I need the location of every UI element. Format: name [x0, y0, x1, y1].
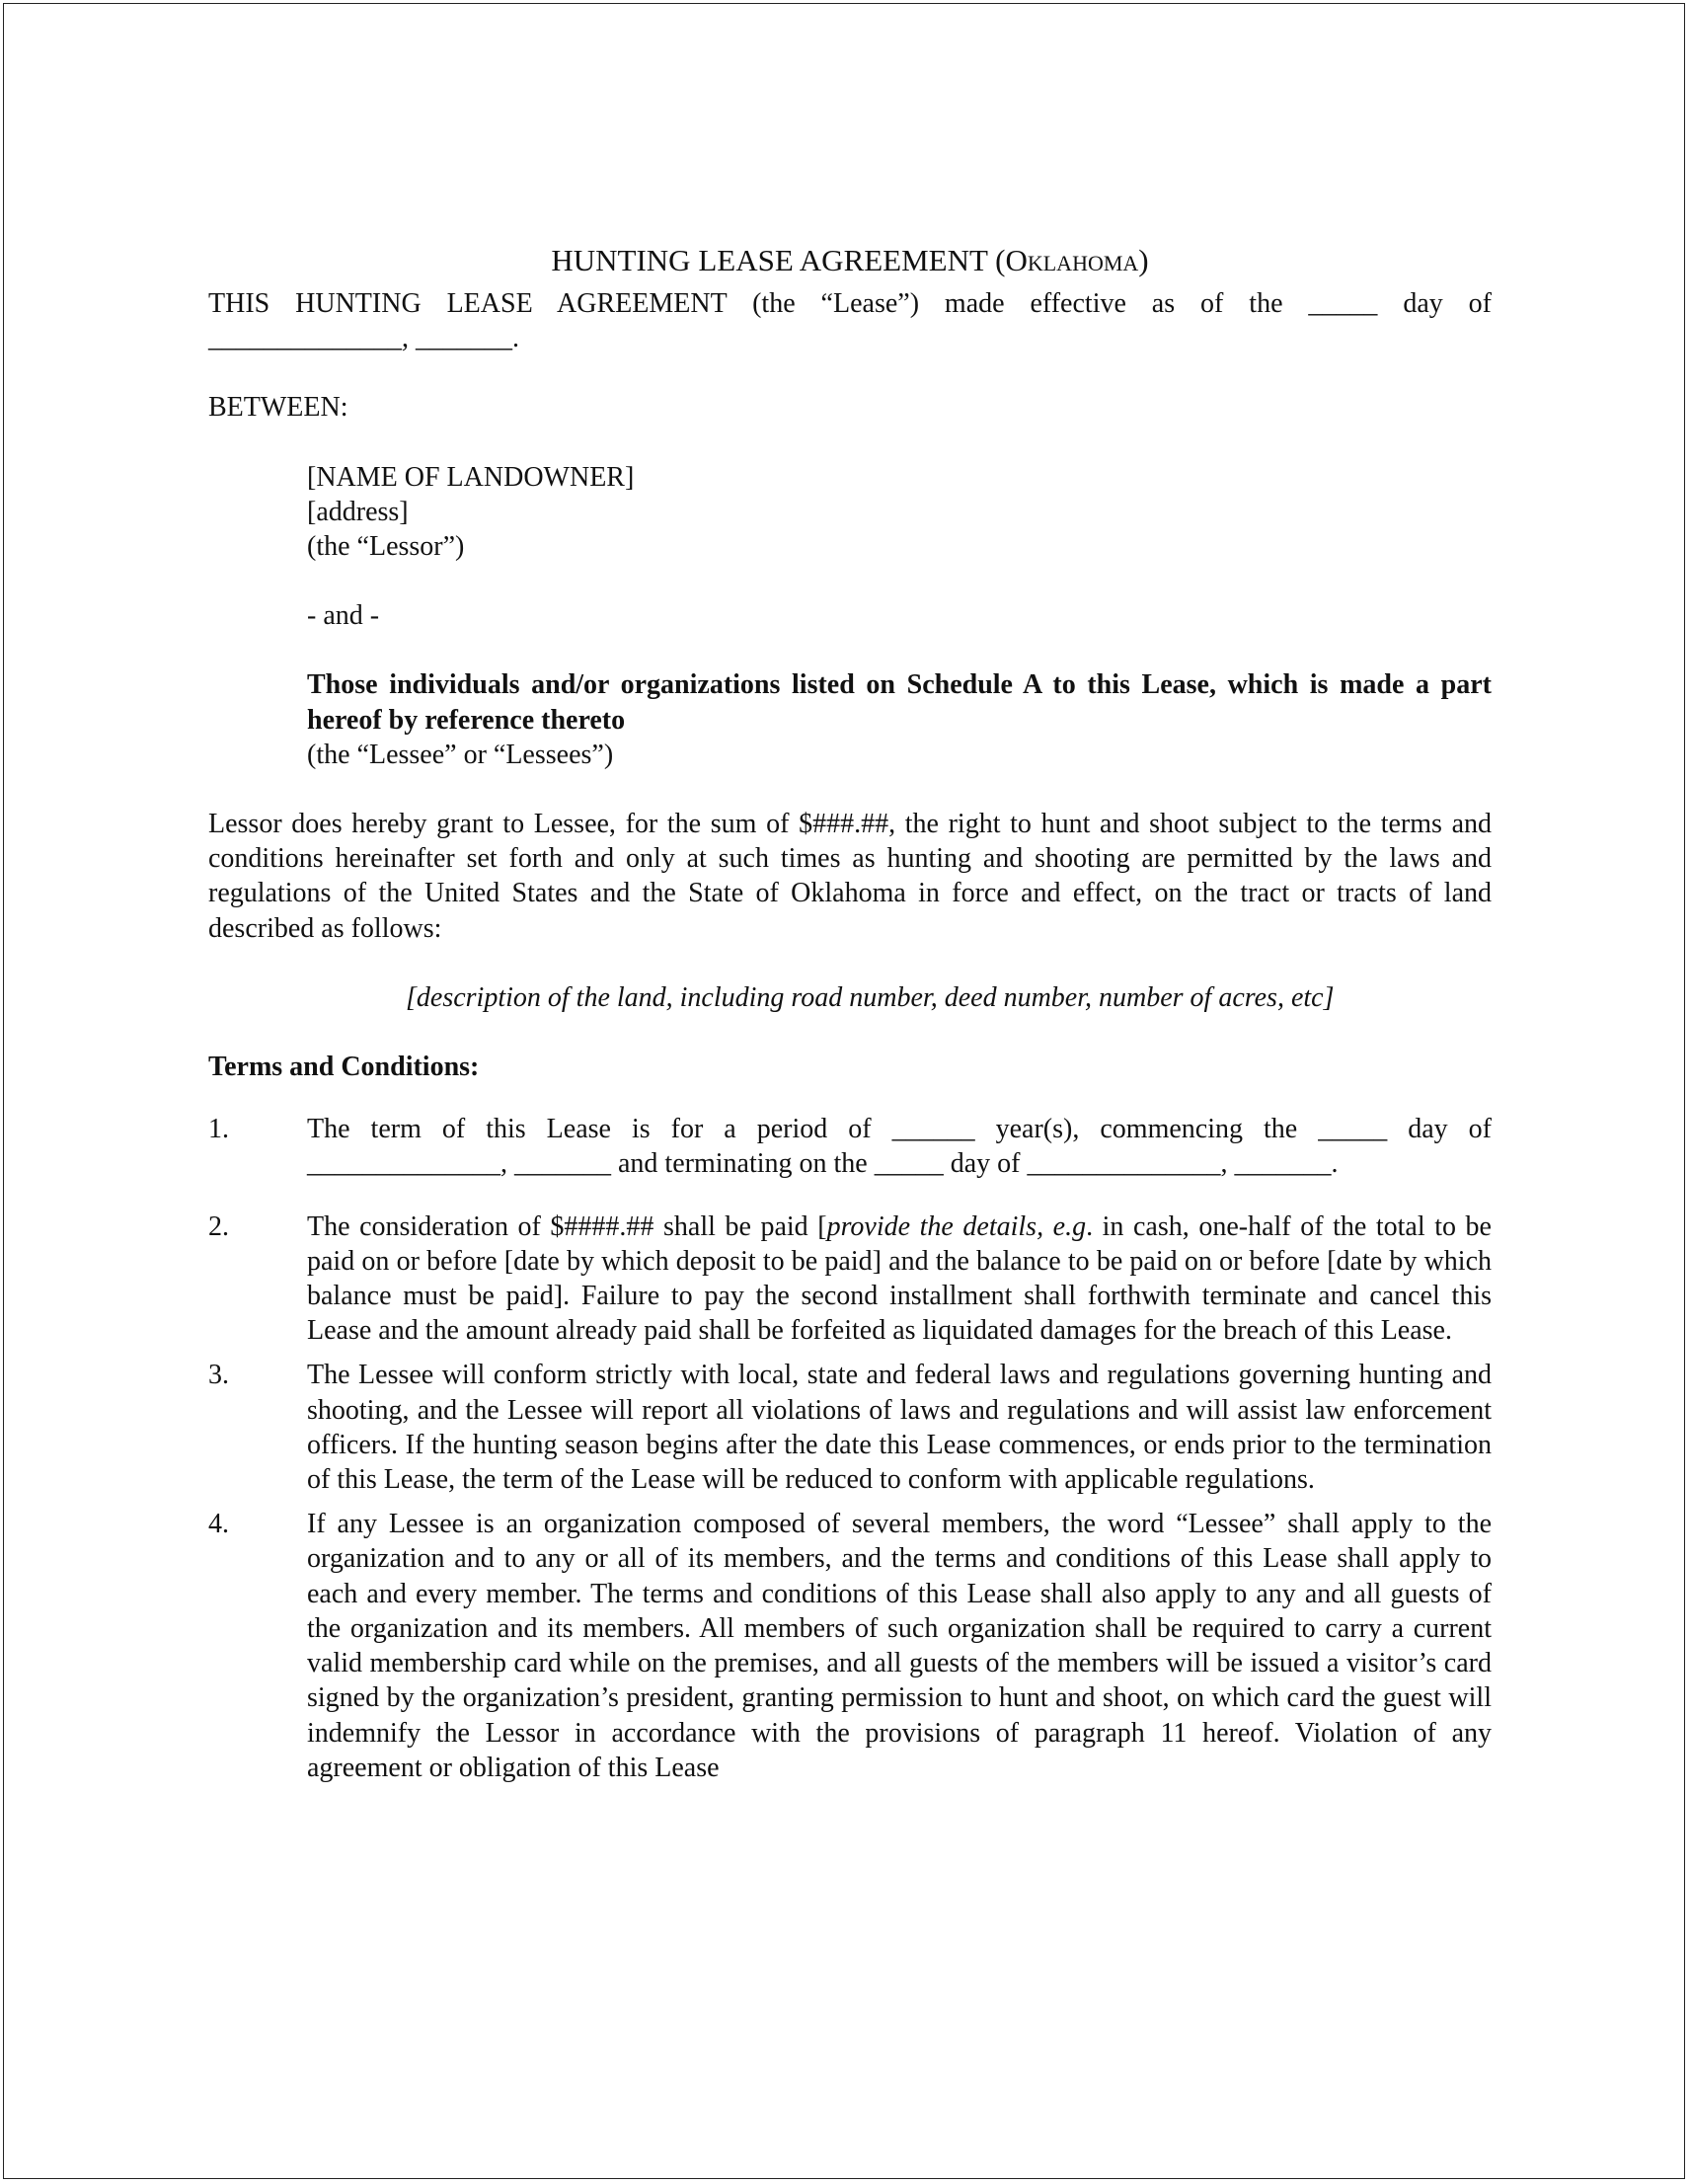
term-4-text: If any Lessee is an organization composed of several members, the word “Lessee” shall apply to the organization and to any or all of its members, and the terms and conditions of this Lease shall apply to each and every member. The terms and conditions of this Lease shall also apply to any and all guests of the organization and its members. All members of such organization shall be required to carry a current valid membership card while on the premises, and all guests of the members will be issued a visitor’s card signed by the organization’s president, granting permission to hunt and shoot, on which card the guest will indemnify the Lessor in accordance with the provisions of paragraph 11 hereof. Violation of any agreement or obligation of this Lease	[307, 1509, 1492, 1783]
term-item-3	[208, 1358, 1492, 1497]
term-number: 1.	[208, 1114, 229, 1145]
title-close: )	[1138, 243, 1149, 277]
intro-paragraph	[208, 286, 1492, 355]
term-item-1	[208, 1112, 1492, 1181]
grant-before-sum: Lessor does hereby grant to Lessee, for the sum of	[208, 809, 800, 840]
intro-line-1-text: THIS HUNTING LEASE AGREEMENT (the “Lease”) made effective as of the _____ day of	[208, 288, 1492, 319]
term-1-line-2: ______________, _______ and terminating on the _____ day of ______________, _______.	[307, 1148, 1339, 1180]
term-number: 3.	[208, 1360, 229, 1391]
grant-sum: $###.##	[799, 809, 889, 840]
grant-after-sum: , the right to hunt and shoot subject to the terms and conditions hereinafter set forth and only at such times as hunting and shooting are permitted by the laws and regulations of the United States and the State of Oklahoma in force and effect, on the tract or tracts of land described as follows:	[208, 809, 1492, 944]
term-2-text-a: The consideration of $####.## shall be paid [	[307, 1210, 827, 1242]
document-body	[208, 241, 1492, 1785]
grant-paragraph	[208, 807, 1492, 946]
lessee-role: (the “Lessee” or “Lessees”)	[307, 739, 614, 770]
term-number: 4.	[208, 1509, 229, 1540]
intro-line-2: ______________, _______.	[208, 323, 519, 354]
term-item-2	[208, 1209, 1492, 1349]
land-description: [description of the land, including road number, deed number, number of acres, etc]	[406, 981, 1335, 1013]
term-2-text-italic: provide the details, e.g	[826, 1210, 1087, 1242]
title-main: HUNTING LEASE AGREEMENT (	[551, 243, 1006, 277]
lessor-address: [address]	[307, 496, 409, 527]
term-item-4	[208, 1507, 1492, 1785]
intro-line-1	[208, 286, 1492, 321]
term-1-line-1: The term of this Lease is for a period of ______ year(s), commencing the _____ day of	[307, 1114, 1492, 1145]
lessor-name: [NAME OF LANDOWNER]	[307, 461, 635, 493]
term-number: 2.	[208, 1210, 229, 1242]
term-3-text: The Lessee will conform strictly with local, state and federal laws and regulations governing hunting and shooting, and the Lessee will report all violations of laws and regulations and will assist law enforcement officers. If the hunting season begins after the date this Lease commences, or ends prior to the termination of this Lease, the term of the Lease will be reduced to conform with applicable regulations.	[307, 1360, 1492, 1496]
lessee-description: Those individuals and/or organizations listed on Schedule A to this Lease, which is made a part hereof by reference thereto	[307, 669, 1492, 736]
document-page	[3, 3, 1685, 2179]
lessee-block	[307, 667, 1492, 772]
document-title	[208, 241, 1492, 280]
title-state: Oklahoma	[1005, 243, 1139, 277]
lessor-role: (the “Lessor”)	[307, 531, 465, 563]
term-2-text-b: . in cash, one-half of the total to be paid on or before [date by which deposit to be paid] and the balance to be paid on or before [date by which balance must be paid]. Failure to pay the second installment shall forthwith terminate and cancel this Lease and the amount already paid shall be forfeited as liquidated damages for the breach of this Lease.	[307, 1210, 1492, 1347]
lessor-block	[307, 460, 1492, 565]
and-label: - and -	[307, 600, 380, 632]
terms-heading: Terms and Conditions:	[208, 1052, 480, 1083]
between-label: BETWEEN:	[208, 392, 348, 424]
